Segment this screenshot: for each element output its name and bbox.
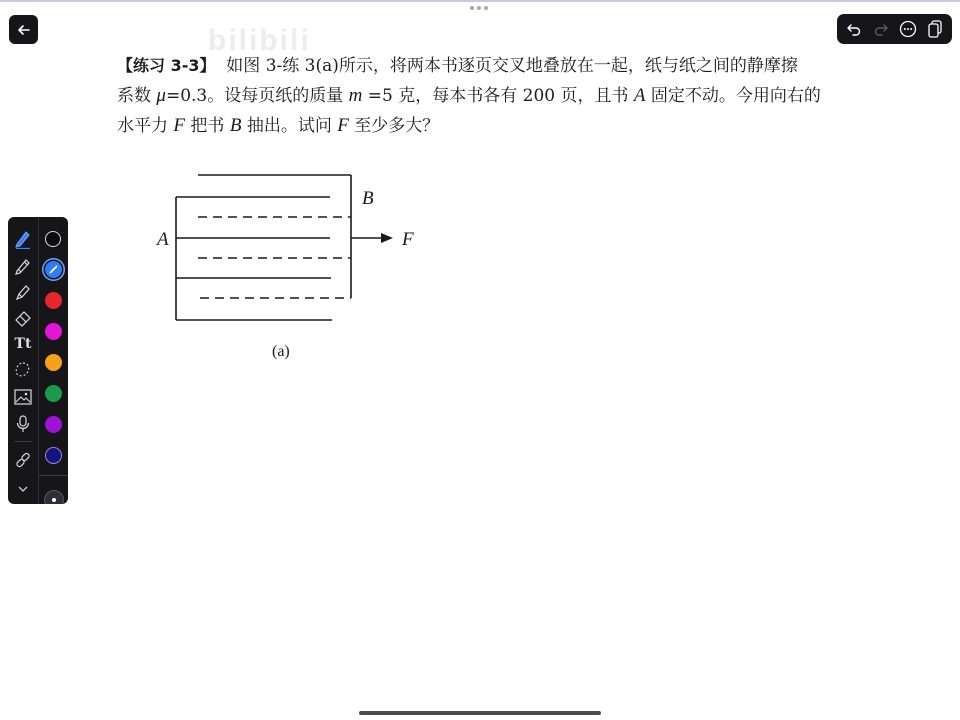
pencil-icon [14, 257, 32, 275]
tool-eraser[interactable] [11, 306, 35, 330]
chevron-down-icon [17, 484, 29, 494]
figure-caption: (a) [272, 343, 290, 360]
home-indicator[interactable] [359, 711, 601, 715]
problem-title: 【练习 3-3】 [117, 56, 216, 75]
var-A: A [633, 85, 646, 106]
problem-text-segment: 把书 [185, 116, 230, 136]
var-F: F [173, 115, 186, 136]
tool-text[interactable] [11, 332, 35, 356]
problem-text-segment: 系数 [117, 86, 157, 106]
back-button[interactable] [9, 15, 38, 44]
arrow-head-icon [381, 233, 393, 243]
problem-text-segment: 水平力 [117, 116, 174, 136]
problem-line-1 [117, 51, 907, 81]
pen-icon [14, 229, 32, 249]
problem-text-segment: =5 克，每本书各有 200 页，且书 [362, 86, 634, 106]
lasso-icon [14, 361, 32, 379]
watermark-brand: bilibili [208, 24, 311, 57]
problem-text-segment: 固定不动。今用向右的 [645, 86, 821, 106]
undo-icon [846, 21, 862, 37]
window-top-border [0, 0, 960, 2]
microphone-icon [16, 415, 30, 433]
arrow-left-icon [16, 22, 32, 38]
text-icon: Tt [14, 336, 32, 352]
color-green[interactable] [45, 385, 62, 402]
stroke-size-dot [52, 498, 56, 502]
pages-button[interactable] [924, 18, 946, 40]
problem-text-segment: 至少多大？ [348, 116, 440, 136]
problem-line-3 [117, 111, 907, 141]
redo-icon [873, 21, 889, 37]
tool-pen[interactable] [11, 227, 35, 251]
var-B: B [229, 115, 242, 136]
color-orange[interactable] [45, 354, 62, 371]
tool-highlighter[interactable] [11, 280, 35, 304]
more-button[interactable] [897, 18, 919, 40]
tools-column [8, 217, 38, 504]
toolbar-divider [39, 475, 68, 476]
redo-button[interactable] [870, 18, 892, 40]
var-F: F [337, 115, 349, 136]
problem-text-segment: =0.3。设每页纸的质量 [165, 86, 349, 106]
tool-microphone[interactable] [11, 412, 35, 436]
color-black[interactable] [45, 231, 61, 247]
more-icon [899, 20, 917, 38]
eraser-icon [14, 309, 32, 327]
toolbar-divider [14, 441, 32, 442]
problem-text-segment: 如图 3-练 3(a)所示，将两本书逐页交叉地叠放在一起，纸与纸之间的静摩擦 [226, 56, 798, 76]
side-toolbar [8, 217, 68, 504]
color-navy[interactable] [45, 447, 62, 464]
copy-pages-icon [927, 20, 943, 38]
color-red[interactable] [45, 292, 62, 309]
label-B: B [362, 188, 374, 209]
colors-column [38, 217, 68, 504]
image-icon [14, 389, 32, 405]
link-icon [14, 451, 32, 469]
problem-line-2 [117, 81, 907, 111]
books-diagram [140, 160, 440, 374]
undo-button[interactable] [843, 18, 865, 40]
var-m: m [348, 85, 363, 106]
label-F: F [402, 229, 414, 250]
problem-text-segment: 抽出。试问 [241, 116, 338, 136]
var-mu: μ [156, 85, 166, 106]
color-blue[interactable] [45, 261, 62, 278]
top-toolbar [837, 14, 952, 44]
tool-image[interactable] [11, 385, 35, 409]
color-magenta[interactable] [45, 323, 62, 340]
tool-pencil[interactable] [11, 254, 35, 278]
highlighter-icon [14, 283, 32, 301]
problem-text [117, 51, 907, 141]
tool-lasso[interactable] [11, 358, 35, 382]
collapse-toolbar-button[interactable] [11, 477, 35, 501]
tool-link[interactable] [11, 448, 35, 472]
color-purple[interactable] [45, 416, 62, 433]
stroke-size-button[interactable] [44, 490, 64, 504]
books-diagram-figure [140, 160, 440, 370]
pen-selected-icon [45, 261, 62, 278]
label-A: A [157, 229, 169, 250]
more-dots-handle[interactable] [470, 6, 488, 10]
